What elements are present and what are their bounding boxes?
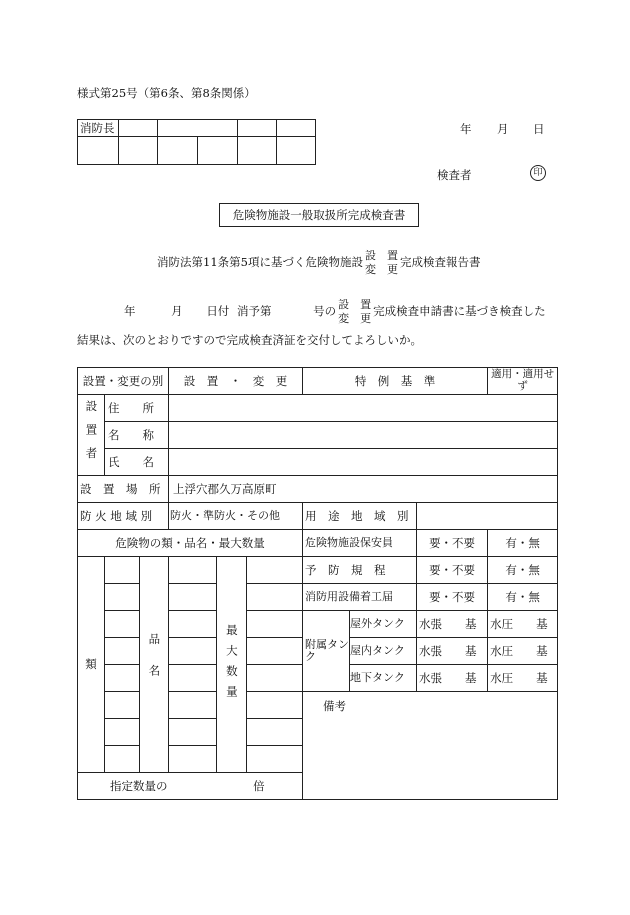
approval-stamp-cell	[158, 137, 238, 165]
location-value: 上浮穴郡久万高原町	[169, 476, 558, 503]
document-title-text: 危険物施設一般取扱所完成検査書	[232, 208, 406, 222]
prevention-label: 予 防 規 程	[303, 557, 417, 584]
stack-top-2: 置	[386, 249, 398, 262]
designated-unit: 倍	[253, 778, 265, 793]
intro-year: 年	[124, 303, 136, 318]
chief-label: 消防長	[78, 120, 119, 137]
intro-date-label: 日付	[206, 303, 230, 318]
special-value: 適用・適用せず	[488, 368, 558, 395]
quantity-cell	[247, 692, 303, 719]
fire-zone-label: 防 火 地 域 別	[78, 503, 169, 530]
person-label: 氏 名	[105, 449, 169, 476]
use-zone-label: 用 途 地 域 別	[303, 503, 417, 530]
type-value: 設 置 ・ 変 更	[169, 368, 303, 395]
intro-line-2: 結果は、次のとおりですので完成検査済証を交付してよろしいか。	[77, 333, 422, 347]
address-value	[169, 395, 558, 422]
class-cell	[105, 665, 140, 692]
subtitle-prefix: 消防法第11条第5項に基づく危険物施設	[157, 254, 363, 269]
intro-month: 月	[171, 303, 183, 318]
equipment-required: 要・不要	[417, 584, 488, 611]
hazmat-header: 危険物の類・品名・最大数量	[78, 530, 303, 557]
item-cell	[169, 638, 217, 665]
quantity-cell	[247, 638, 303, 665]
date-month: 月	[497, 122, 509, 136]
intro-ref-suffix: 号の	[313, 303, 337, 318]
approval-stamp-cell	[277, 137, 316, 165]
address-label: 住 所	[105, 395, 169, 422]
tank-pressure: 水圧 基	[488, 665, 558, 692]
installer-label: 設置者	[84, 399, 99, 471]
tank-pressure: 水圧 基	[488, 638, 558, 665]
tank-pressure: 水圧 基	[488, 611, 558, 638]
tank-water: 水張 基	[417, 665, 488, 692]
quantity-cell	[247, 584, 303, 611]
intro-ref-prefix: 消予第	[236, 303, 272, 318]
intro-stack-bot-2: 更	[360, 311, 372, 325]
class-cell	[105, 719, 140, 746]
stack-bot-1: 変	[364, 262, 376, 276]
tank-water: 水張 基	[417, 611, 488, 638]
quantity-cell	[247, 665, 303, 692]
class-cell	[105, 584, 140, 611]
tank-water: 水張 基	[417, 638, 488, 665]
date-day: 日	[533, 122, 545, 136]
prevention-required: 要・不要	[417, 557, 488, 584]
intro-stack-bot-1: 変	[338, 311, 350, 325]
tank-label: 附属タンク	[303, 611, 350, 692]
item-cell	[169, 719, 217, 746]
stack-top-1: 設	[364, 249, 376, 262]
seal-mark	[530, 165, 546, 181]
quantity-cell	[247, 611, 303, 638]
max-label-cell	[217, 557, 247, 773]
inspection-table	[77, 367, 558, 800]
class-cell	[105, 746, 140, 773]
intro-install-change-stack	[338, 298, 371, 326]
designated-label: 指定数量の	[110, 778, 168, 793]
approval-stamp-grid	[77, 119, 316, 165]
max-label: 最大数量	[224, 623, 239, 706]
date-year: 年	[460, 122, 472, 136]
item-label: 品名	[147, 633, 162, 696]
item-cell	[169, 692, 217, 719]
item-cell	[169, 584, 217, 611]
approval-cell	[119, 120, 158, 137]
form-number: 様式第25号（第6条、第8条関係）	[77, 86, 256, 100]
class-cell	[105, 611, 140, 638]
document-title	[219, 203, 419, 227]
intro-stack-top-1: 設	[338, 298, 350, 311]
quantity-cell	[247, 557, 303, 584]
class-cell	[105, 638, 140, 665]
tank-name: 屋外タンク	[350, 611, 417, 638]
designated-quantity-cell	[78, 773, 303, 800]
tank-name: 屋内タンク	[350, 638, 417, 665]
item-cell	[169, 557, 217, 584]
approval-cell	[158, 120, 238, 137]
item-cell	[169, 665, 217, 692]
security-officer-presence: 有・無	[488, 530, 558, 557]
intro-line-1	[124, 298, 546, 326]
approval-cell	[238, 120, 277, 137]
approval-cell	[277, 120, 316, 137]
prevention-presence: 有・無	[488, 557, 558, 584]
name-label: 名 称	[105, 422, 169, 449]
installer-label-cell	[78, 395, 105, 476]
quantity-cell	[247, 746, 303, 773]
subtitle-suffix: 完成検査報告書	[399, 254, 481, 269]
install-change-stack	[365, 249, 398, 277]
special-label: 特 例 基 準	[303, 368, 488, 395]
intro-line-1-suffix: 完成検査申請書に基づき検査した	[373, 303, 546, 318]
inspector-label: 検査者	[437, 168, 472, 182]
fire-zone-value: 防火・準防火・その他	[169, 503, 303, 530]
remarks-label: 備考	[303, 692, 558, 800]
security-officer-label: 危険物施設保安員	[303, 530, 417, 557]
seal-text: 印	[533, 168, 543, 178]
item-cell	[169, 611, 217, 638]
item-cell	[169, 746, 217, 773]
subtitle	[157, 249, 480, 277]
type-label: 設置・変更の別	[78, 368, 169, 395]
person-value	[169, 449, 558, 476]
intro-stack-top-2: 置	[360, 298, 372, 311]
stack-bot-2: 更	[386, 262, 398, 276]
location-label: 設 置 場 所	[78, 476, 169, 503]
approval-stamp-cell	[78, 137, 119, 165]
equipment-presence: 有・無	[488, 584, 558, 611]
quantity-cell	[247, 719, 303, 746]
equipment-label: 消防用設備着工届	[303, 584, 417, 611]
class-label: 類	[78, 557, 105, 773]
item-label-cell	[140, 557, 169, 773]
tank-name: 地下タンク	[350, 665, 417, 692]
name-value	[169, 422, 558, 449]
class-cell	[105, 557, 140, 584]
approval-stamp-cell	[119, 137, 158, 165]
class-cell	[105, 692, 140, 719]
use-zone-value	[417, 503, 558, 530]
approval-stamp-cell	[238, 137, 277, 165]
security-officer-required: 要・不要	[417, 530, 488, 557]
